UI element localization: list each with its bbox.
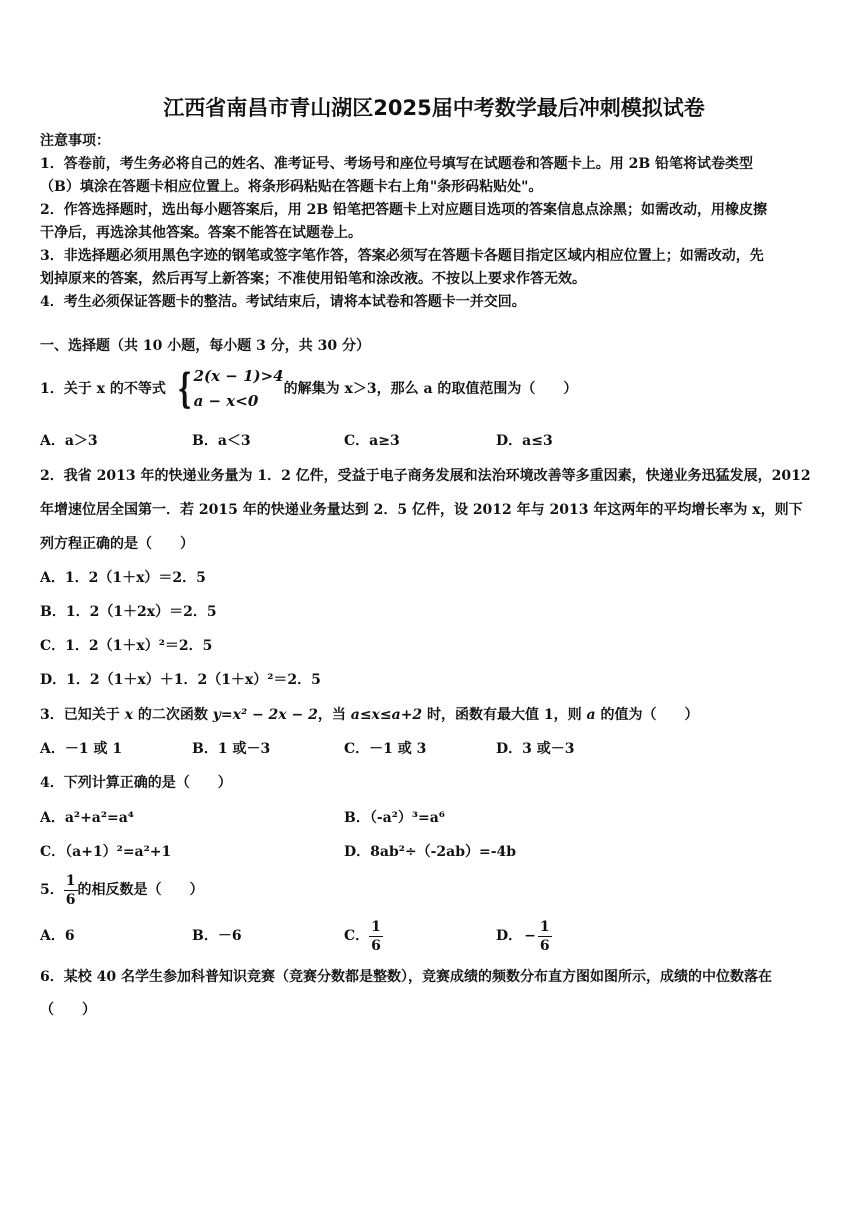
option-b: B．－6 <box>192 928 242 944</box>
question-1-suffix: 的解集为 x＞3，那么 a 的取值范围为（ ） <box>283 381 578 397</box>
fraction-numerator: 1 <box>539 918 550 935</box>
question-2-line: 年增速位居全国第一．若 2015 年的快递业务量达到 2．5 亿件，设 2012 年与 2013 年这两年的平均增长率为 x，则下 <box>40 502 803 518</box>
question-3-text: 时，函数有最大值 1，则 <box>422 707 587 723</box>
question-3 <box>40 708 699 722</box>
fraction <box>369 920 383 953</box>
option-c: C．－1 或 3 <box>344 741 427 757</box>
fraction-denominator: 6 <box>65 891 76 908</box>
question-5 <box>40 870 204 910</box>
fraction <box>64 874 78 907</box>
notice-line: 2．作答选择题时，选出每小题答案后，用 2B 铅笔把答题卡上对应题目选项的答案信息点涂黑；如需改动，用橡皮擦 <box>40 202 768 218</box>
option-d: D．3 或－3 <box>496 741 575 757</box>
option-c: C．（a+1）²=a²+1 <box>40 844 172 860</box>
notice-line: 干净后，再选涂其他答案。答案不能答在试题卷上。 <box>40 225 362 241</box>
option-d-label: D． <box>496 928 523 944</box>
variable-x: x <box>124 707 133 723</box>
option-a: A．1．2（1＋x）＝2．5 <box>40 570 206 586</box>
inequality-line: 2(x − 1)>4 <box>193 367 284 386</box>
option-a: A．a＞3 <box>40 433 98 449</box>
option-a: A．6 <box>40 928 75 944</box>
notice-line: 3．非选择题必须用黑色字迹的钢笔或签字笔作答，答案必须写在答题卡各题目指定区域内相应位置上；如需改动，先 <box>40 248 764 264</box>
question-6-line: 6．某校 40 名学生参加科普知识竞赛（竞赛分数都是整数），竞赛成绩的频数分布直方图如图所示，成绩的中位数落在 <box>40 969 772 985</box>
fraction-numerator: 1 <box>65 872 76 889</box>
function-expression: y=x² − 2x − 2 <box>212 707 318 723</box>
option-b: B．1．2（1＋2x）＝2．5 <box>40 604 217 620</box>
notice-line: 4．考生必须保证答题卡的整洁。考试结束后，请将本试卷和答题卡一并交回。 <box>40 294 526 310</box>
question-3-text: 的二次函数 <box>132 707 213 723</box>
question-1 <box>40 367 577 411</box>
option-b: B．1 或－3 <box>192 741 271 757</box>
option-d: D．a≤3 <box>496 433 553 449</box>
question-5-prefix: 5． <box>40 882 64 898</box>
option-d <box>496 916 552 956</box>
section-heading: 一、选择题（共 10 小题，每小题 3 分，共 30 分） <box>40 338 370 354</box>
question-4: 4．下列计算正确的是（ ） <box>40 775 232 791</box>
question-2-line: 2．我省 2013 年的快递业务量为 1．2 亿件，受益于电子商务发展和法治环境改善等多重因素，快递业务迅猛发展，2012 <box>40 468 811 484</box>
range-expression: a≤x≤a+2 <box>350 707 423 723</box>
option-c: C．a≥3 <box>344 433 400 449</box>
option-c-label: C． <box>344 928 370 944</box>
notice-line: 划掉原来的答案，然后再写上新答案；不准使用铅笔和涂改液。不按以上要求作答无效。 <box>40 271 586 287</box>
option-c: C．1．2（1＋x）²＝2．5 <box>40 638 213 654</box>
question-6-line: （ ） <box>40 1002 96 1018</box>
page-title: 江西省南昌市青山湖区2025届中考数学最后冲刺模拟试卷 <box>163 96 705 120</box>
option-d: D．8ab²÷（-2ab）=-4b <box>344 844 517 860</box>
variable-a: a <box>586 707 596 723</box>
fraction-denominator: 6 <box>539 937 550 954</box>
question-3-text: ，当 <box>317 707 351 723</box>
option-a: A．a²+a²=a⁴ <box>40 810 134 826</box>
question-1-prefix: 1．关于 x 的不等式 <box>40 381 166 397</box>
fraction-numerator: 1 <box>371 918 381 935</box>
notice-heading: 注意事项： <box>40 133 110 149</box>
option-c <box>344 916 383 956</box>
notice-line: （B）填涂在答题卡相应位置上。将条形码粘贴在答题卡右上角"条形码粘贴处"。 <box>40 179 543 195</box>
inequality-system <box>166 364 284 414</box>
option-b: B．a＜3 <box>192 433 251 449</box>
brace-icon: { <box>177 365 192 412</box>
fraction-denominator: 6 <box>371 937 381 954</box>
question-3-text: 3．已知关于 <box>40 707 125 723</box>
question-2-line: 列方程正确的是（ ） <box>40 536 194 552</box>
question-3-text: 的值为（ ） <box>595 707 699 723</box>
fraction <box>538 920 552 953</box>
option-d: D．1．2（1＋x）＋1．2（1＋x）²＝2．5 <box>40 672 321 688</box>
option-b: B．（-a²）³=a⁶ <box>344 810 445 826</box>
inequality-line: a − x<0 <box>193 392 259 410</box>
question-5-suffix: 的相反数是（ ） <box>77 882 204 898</box>
option-a: A．－1 或 1 <box>40 741 123 757</box>
notice-line: 1．答卷前，考生务必将自己的姓名、准考证号、考场号和座位号填写在试题卷和答题卡上。用 2B 铅笔将试卷类型 <box>40 156 754 172</box>
minus-sign: − <box>524 928 536 944</box>
